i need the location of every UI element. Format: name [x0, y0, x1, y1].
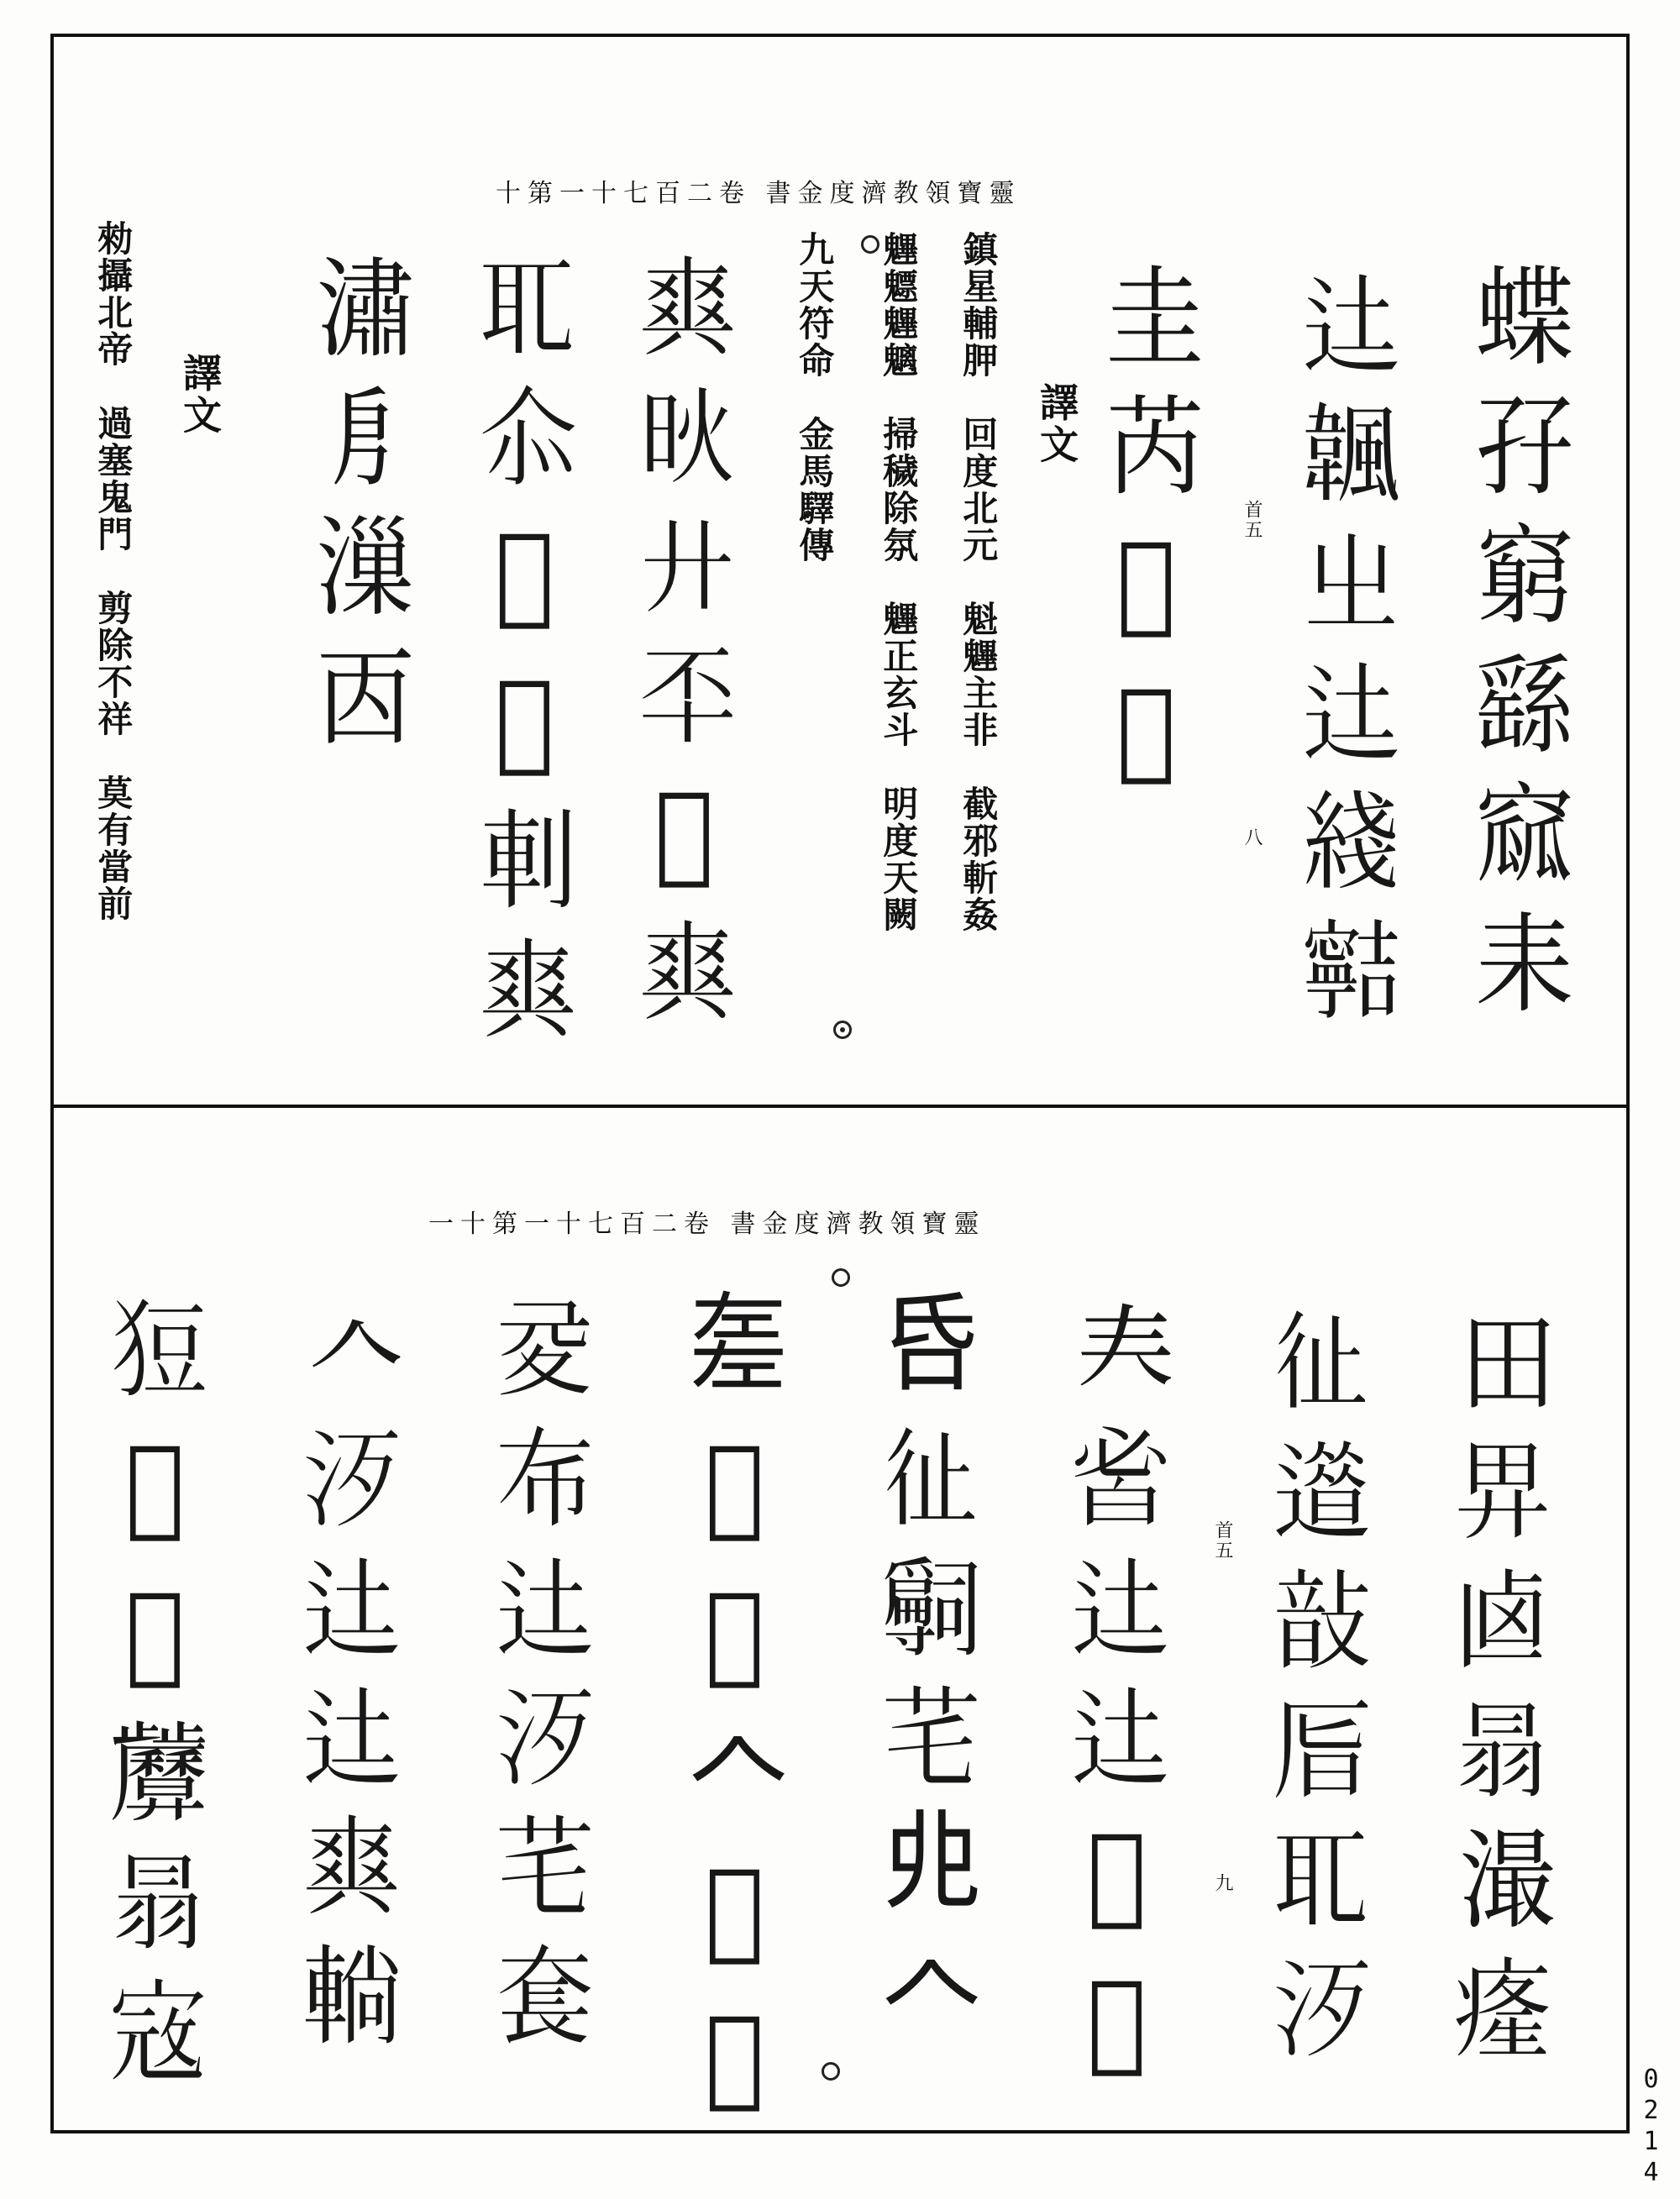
top-translation-line-3: 九天符命 金馬驛傳: [794, 231, 836, 564]
panel-divider: [50, 1105, 1630, 1108]
bottom-seal-column-8: 𤞟𧟞𥃭𢍷𦐇𡨥: [97, 1294, 213, 2105]
top-translation-line-1: 鎮星輔胛 回度北元 魁魓主非 截邪斬姦: [958, 231, 1000, 933]
bottom-gloss-upper: 首五: [1212, 1520, 1233, 1561]
top-circle-mark-2: [833, 1021, 852, 1039]
bottom-running-header: 靈寶領教濟度金書 卷二百七十一第十一: [428, 1210, 986, 1239]
top-translation-label-right: 譯文: [1034, 382, 1079, 466]
bottom-seal-column-3: 𡗗𤽣𨑒𨑒𡲾𥂑: [1058, 1294, 1174, 2105]
bottom-seal-column-7: 𠆢𣲠𨑒𨑒𤕤𨌩: [290, 1294, 406, 2070]
top-translation-label-left: 譯文: [177, 353, 223, 437]
top-seal-column-1: 蝶孖窮繇窳耒: [1457, 260, 1573, 1037]
top-gloss-upper: 首五: [1242, 500, 1263, 540]
top-seal-column-6: 潚㐆漅㐁: [298, 252, 414, 769]
page-number: 0214: [1636, 2065, 1666, 2189]
top-circle-mark-1: [861, 235, 879, 254]
bottom-seal-column-6: 𡕡𢁛𨑒𣲠𦬃𡘷: [483, 1294, 599, 2070]
bottom-seal-column-1: 田𢌿𠧟𦐇㵊𤸇: [1441, 1306, 1557, 2082]
bottom-seal-column-5: 𢀡𡣣𢔲𠆢𢔲𨒔: [676, 1294, 792, 2140]
top-running-header: 靈寶領教濟度金書 卷二百七十一第十: [496, 179, 1021, 208]
top-seal-column-4: 𤕤炚廾㔻𢔲𤕤: [626, 252, 742, 1046]
bottom-gloss-lower: 九: [1212, 1873, 1233, 1893]
bottom-seal-column-4: 𠯑𢓊𡭒𦬃𠑹𠆢: [869, 1294, 985, 2070]
top-gloss-lower: 八: [1242, 827, 1263, 848]
top-translation-line-2: 魓魒魓魑 掃穢除氛 魓正玄斗 明度天闕: [878, 231, 920, 933]
top-seal-column-3: 圭芮𦅳𡶋: [1088, 260, 1204, 813]
top-translation-left-line: 勑攝北帝 過塞鬼門 剪除不祥 莫有當前: [92, 220, 134, 922]
top-seal-column-5: 𦔮𠇍𢕄𢒈𠜒𤕤: [466, 252, 582, 1063]
bottom-circle-mark-2: [822, 2062, 840, 2081]
bottom-seal-column-2: 𢓊𨗀𢾑𠩊𦔮𣲠: [1260, 1306, 1376, 2082]
top-seal-column-2: 𨑒𩘚㞢𨑒綫𡫸: [1289, 269, 1405, 1045]
bottom-circle-mark-1: [832, 1268, 850, 1287]
